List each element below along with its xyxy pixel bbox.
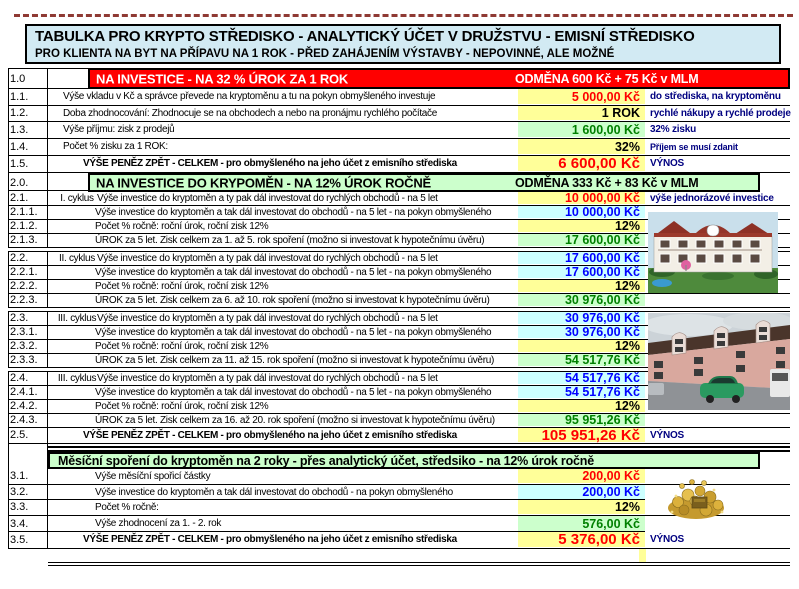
row-number: 2.0. [10, 176, 29, 189]
title-box [25, 24, 781, 64]
value-cell[interactable]: 105 951,26 Kč [518, 428, 645, 442]
value-cell[interactable]: 30 976,00 Kč [518, 326, 645, 338]
value-cell[interactable]: 32% [518, 139, 645, 154]
row-number: 2.5. [10, 429, 29, 441]
row-number: 2.4.3. [10, 414, 38, 426]
row-number: 2.1.1. [10, 206, 38, 218]
row-description: Počet % ročně: [95, 501, 159, 513]
row-description: Výše zhodnocení za 1. - 2. rok [95, 518, 222, 529]
section-2-title: NA INVESTICE DO KRYPOMĚN - NA 12% ÚROK ROČNĚ [96, 175, 432, 190]
row-number: 1.5. [10, 157, 29, 170]
section-3-header-bar [48, 452, 760, 469]
row-number: 2.3.3. [10, 354, 38, 366]
value-cell[interactable]: 12% [518, 220, 645, 232]
row-number: 3.4. [10, 517, 29, 530]
row-number: 2.3.2. [10, 340, 38, 352]
table-row [8, 192, 790, 206]
page-break-dashed-line [14, 14, 793, 17]
row-description: ÚROK za 5 let. Zisk celkem za 11. až 15. rok spoření (možno si investovat k hypotečnímu úvěru) [95, 354, 495, 366]
value-cell[interactable]: 12% [518, 500, 645, 514]
row-number: 3.1. [10, 470, 29, 482]
value-cell[interactable]: 10 000,00 Kč [518, 206, 645, 218]
section-1-header-bar [88, 68, 790, 89]
table-row [8, 106, 790, 122]
row-number: 3.2. [10, 486, 29, 498]
cycle-label: II. cyklus [59, 252, 95, 264]
value-cell[interactable]: 12% [518, 340, 645, 352]
apartment-building-photo-image [648, 313, 790, 410]
cycle-label: I. cyklus [60, 192, 94, 204]
row-number: 1.1. [10, 90, 29, 103]
cycle-label: III. cyklus [57, 312, 97, 324]
row-description: Výše investice do kryptoměn a tak dál investovat do obchodů - na 5 let - na pokyn obmyšleného [95, 326, 492, 338]
yellow-column-remnant [639, 549, 646, 562]
row-description: Výše měsíční spořicí částky [95, 470, 211, 482]
note-cell: VÝNOS [650, 429, 685, 441]
row-number: 2.2.3. [10, 294, 38, 306]
row-description: Výše investice do kryptoměn a ty pak dál investovat do rychlých obchodů - na 5 let [97, 252, 438, 264]
row-number: 2.1.3. [10, 234, 38, 246]
note-cell: výše jednorázové investice [650, 192, 774, 204]
row-description: Doba zhodnocování: Zhodnocuje se na obchodech a nebo na pronájmu rychlého počítače [63, 107, 438, 119]
value-cell[interactable]: 17 600,00 Kč [518, 252, 645, 264]
row-description: Výše vkladu v Kč a správce převede na kryptoměnu a tu na pokyn obmyšleného investuje [63, 91, 436, 102]
row-description: Výše příjmu: zisk z prodejů [63, 124, 175, 135]
row-number: 2.2.1. [10, 266, 38, 278]
row-description: VÝŠE PENĚZ ZPĚT - CELKEM - pro obmyšleného na jeho účet z emisního střediska [83, 158, 457, 169]
row-number: 2.1.2. [10, 220, 38, 232]
row-number: 3.5. [10, 533, 29, 546]
page-title: TABULKA PRO KRYPTO STŘEDISKO - ANALYTICKÝ ÚČET V DRUŽSTVU - EMISNÍ STŘEDISKO [35, 28, 695, 45]
value-cell[interactable]: 576,00 Kč [518, 516, 645, 531]
table-row [8, 414, 790, 428]
value-cell[interactable]: 1 ROK [518, 106, 645, 120]
page-subtitle: PRO KLIENTA NA BYT NA PŘÍPAVU NA 1 ROK - PŘED ZAHÁJENÍM VÝSTAVBY - NEPOVINNÉ, ALE MOŽNÉ [35, 48, 615, 60]
gold-coins-image [662, 472, 730, 524]
row-description: VÝŠE PENĚZ ZPĚT - CELKEM - pro obmyšleného na jeho účet z emisního střediska [83, 534, 457, 545]
value-cell[interactable]: 5 000,00 Kč [518, 89, 645, 104]
section-2-reward: ODMĚNA 333 Kč + 83 Kč v MLM [515, 175, 699, 190]
value-cell[interactable]: 12% [518, 400, 645, 412]
value-cell[interactable]: 54 517,76 Kč [518, 386, 645, 398]
table-row [8, 532, 790, 549]
row-number: 1.0 [10, 72, 26, 85]
row-description: Počet % ročně: roční úrok, roční zisk 12% [95, 280, 269, 292]
table-row [8, 89, 790, 106]
section-3-title: Měsíční spoření do kryptoměn na 2 roky - přes analytický účet, středsiko - na 12% úrok ročně [58, 453, 594, 468]
value-cell[interactable]: 54 517,76 Kč [518, 354, 645, 366]
table-row [8, 122, 790, 139]
row-description: Výše investice do kryptoměn a tak dál investovat do obchodů - na pokyn obmyšleného [95, 486, 453, 498]
row-description: Výše investice do kryptoměn a ty pak dál investovat do rychlých obchodů - na 5 let [97, 372, 438, 384]
row-number: 2.3.1. [10, 326, 38, 338]
value-cell[interactable]: 12% [518, 280, 645, 292]
value-cell[interactable]: 95 951,26 Kč [518, 414, 645, 426]
row-description: ÚROK za 5 let. Zisk celkem za 16. až 20. rok spoření (možno si investovat k hypotečnímu úvěru) [95, 414, 495, 426]
value-cell[interactable]: 30 976,00 Kč [518, 312, 645, 324]
value-cell[interactable]: 200,00 Kč [518, 485, 645, 499]
table-row [8, 294, 790, 308]
section-2-header-bar [88, 173, 760, 192]
note-cell: VÝNOS [650, 534, 685, 545]
row-description: Počet % zisku za 1 ROK: [63, 141, 168, 152]
section-1-reward: ODMĚNA 600 Kč + 75 Kč v MLM [515, 71, 699, 86]
row-number: 2.4.2. [10, 400, 38, 412]
row-description: Počet % ročně: roční úrok, roční zisk 12% [95, 220, 269, 232]
row-description: VÝŠE PENĚZ ZPĚT - CELKEM - pro obmyšleného na jeho účet z emisního střediska [83, 429, 457, 441]
note-cell: do střediska, na kryptoměnu [650, 91, 781, 102]
row-number: 2.4.1. [10, 386, 38, 398]
value-cell[interactable]: 54 517,76 Kč [518, 372, 645, 384]
row-number: 3.3. [10, 501, 29, 513]
table-row [8, 139, 790, 156]
row-number: 2.2.2. [10, 280, 38, 292]
value-cell[interactable]: 1 600,00 Kč [518, 122, 645, 137]
row-description: ÚROK za 5 let. Zisk celkem za 6. až 10. rok spoření (možno si investovat k hypotečnímu úvěru) [95, 294, 490, 306]
row-description: Výše investice do kryptoměn a ty pak dál investovat do rychlých obchodů - na 5 let [97, 192, 438, 204]
note-cell: VÝNOS [650, 158, 685, 169]
cycle-label: III. cyklus [57, 372, 97, 384]
row-description: ÚROK za 5 let. Zisk celkem za 1. až 5. rok spoření (možno si investovat k hypotečnímu úvěru) [95, 234, 485, 246]
note-cell: 32% zisku [650, 124, 697, 135]
value-cell[interactable]: 30 976,00 Kč [518, 294, 645, 306]
row-description: Počet % ročně: roční úrok, roční zisk 12% [95, 400, 269, 412]
row-number: 2.1. [10, 192, 29, 204]
row-number: 1.3. [10, 123, 29, 136]
table-row [8, 428, 790, 444]
note-cell: Příjem se musí zdanit [650, 141, 738, 152]
value-cell[interactable]: 6 600,00 Kč [518, 156, 645, 171]
row-number: 2.3. [10, 312, 29, 324]
value-cell[interactable]: 17 600,00 Kč [518, 234, 645, 246]
row-number: 1.4. [10, 140, 29, 153]
row-description: Počet % ročně: roční úrok, roční zisk 12% [95, 340, 269, 352]
row-description: Výše investice do kryptoměn a ty pak dál investovat do rychlých obchodů - na 5 let [97, 312, 438, 324]
value-cell[interactable]: 5 376,00 Kč [518, 532, 645, 547]
row-description: Výše investice do kryptoměn a tak dál investovat do obchodů - na 5 let - na pokyn obmyšleného [95, 266, 492, 278]
apartment-building-render-image [648, 212, 778, 293]
row-number: 2.4. [10, 372, 29, 384]
row-number: 2.2. [10, 252, 29, 264]
row-description: Výše investice do kryptoměn a tak dál investovat do obchodů - na 5 let - na pokyn obmyšleného [95, 206, 492, 218]
value-cell[interactable]: 10 000,00 Kč [518, 192, 645, 204]
table-row [8, 156, 790, 173]
value-cell[interactable]: 17 600,00 Kč [518, 266, 645, 278]
value-cell[interactable]: 200,00 Kč [518, 469, 645, 483]
bottom-double-line [48, 562, 790, 566]
section-1-title: NA INVESTICE - NA 32 % ÚROK ZA 1 ROK [96, 71, 349, 86]
note-cell: rychlé nákupy a rychlé prodeje [650, 107, 791, 119]
row-number: 1.2. [10, 107, 29, 119]
row-description: Výše investice do kryptoměn a tak dál investovat do obchodů - na 5 let - na pokyn obmyšleného [95, 386, 492, 398]
